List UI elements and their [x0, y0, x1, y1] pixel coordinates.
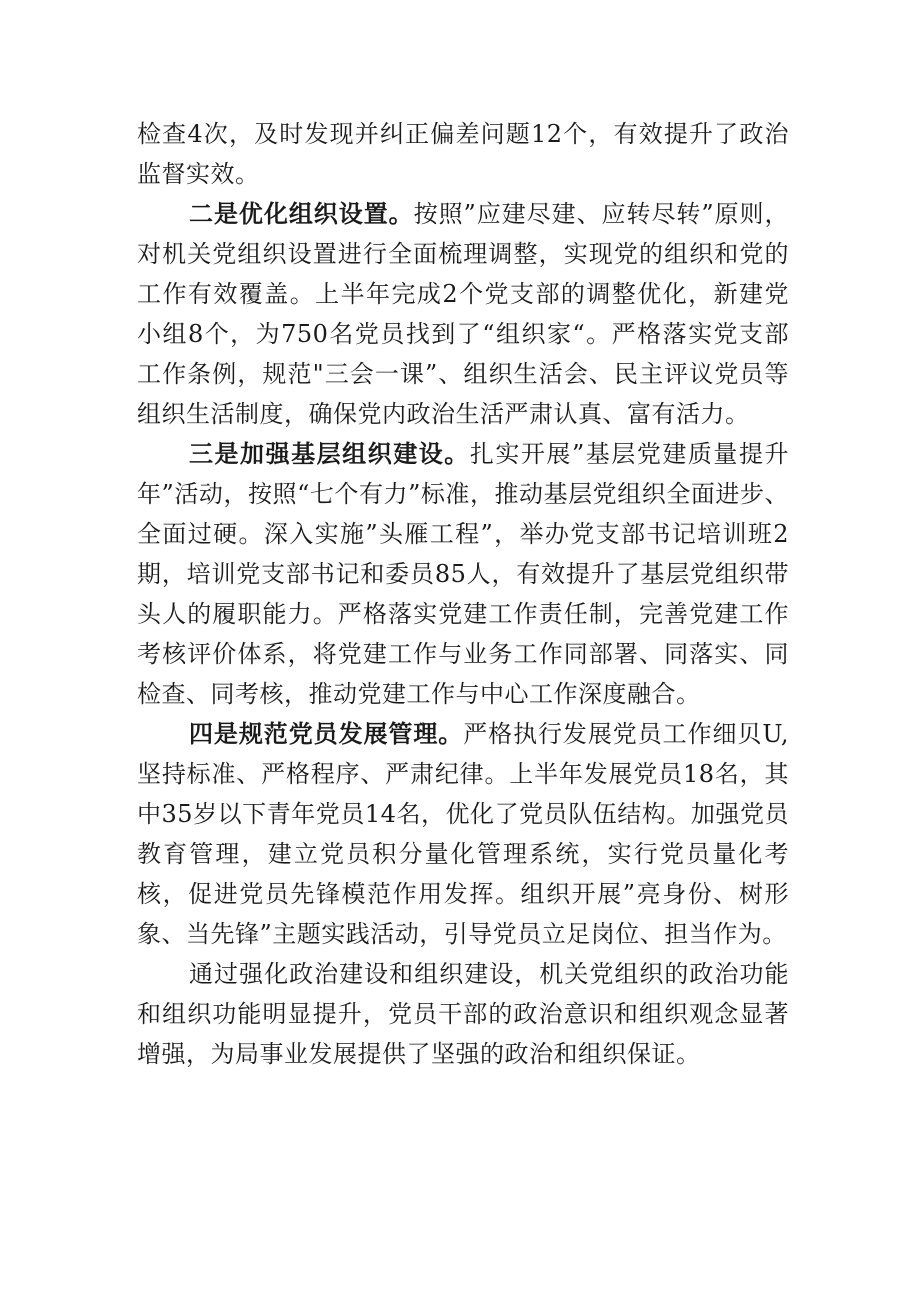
paragraph-text: 按照”应建尽建、应转尽转”原则，对机关党组织设置进行全面梳理调整，实现党的组织和党的工作有效覆盖。上半年完成2个党支部的调整优化，新建党小组8个，为750名党员找到了“组织家“。严格落实党支部工作条例，规范"三会一课”、组织生活会、民主评议党员等组织生活制度，确保党内政治生活严肃认真、富有活力。 — [137, 200, 789, 428]
paragraph-text: 检查4次，及时发现并纠正偏差问题12个，有效提升了政治监督实效。 — [137, 120, 789, 188]
paragraph-lead: 三是加强基层组织建设。 — [189, 439, 470, 468]
paragraph-text: 严格执行发展党员工作细贝U,坚持标准、严格程序、严肃纪律。上半年发展党员18名，其中35岁以下青年党员14名，优化了党员队伍结构。加强党员教育管理，建立党员积分量化管理系统，实行党员量化考核，促进党员先锋模范作用发挥。组织开展”亮身份、树形象、当先锋”主题实践活动，引导党员立足岗位、担当作为。 — [137, 720, 790, 948]
paragraph-grassroots-organization — [137, 434, 789, 714]
paragraph-text: 通过强化政治建设和组织建设，机关党组织的政治功能和组织功能明显提升，党员干部的政治意识和组织观念显著增强，为局事业发展提供了坚强的政治和组织保证。 — [137, 960, 789, 1068]
paragraph-member-development — [137, 714, 789, 954]
document-body — [137, 114, 789, 1074]
paragraph-political-supervision-end — [137, 114, 789, 194]
paragraph-lead: 四是规范党员发展管理。 — [189, 719, 464, 748]
paragraph-text: 扎实开展”基层党建质量提升年”活动，按照“七个有力”标准，推动基层党组织全面进步、全面过硬。深入实施”头雁工程”，举办党支部书记培训班2期，培训党支部书记和委员85人，有效提升了基层党组织带头人的履职能力。严格落实党建工作责任制，完善党建工作考核评价体系，将党建工作与业务工作同部署、同落实、同检查、同考核，推动党建工作与中心工作深度融合。 — [137, 440, 789, 708]
paragraph-lead: 二是优化组织设置。 — [189, 199, 414, 228]
paragraph-optimize-organization — [137, 194, 789, 434]
paragraph-summary — [137, 954, 789, 1074]
